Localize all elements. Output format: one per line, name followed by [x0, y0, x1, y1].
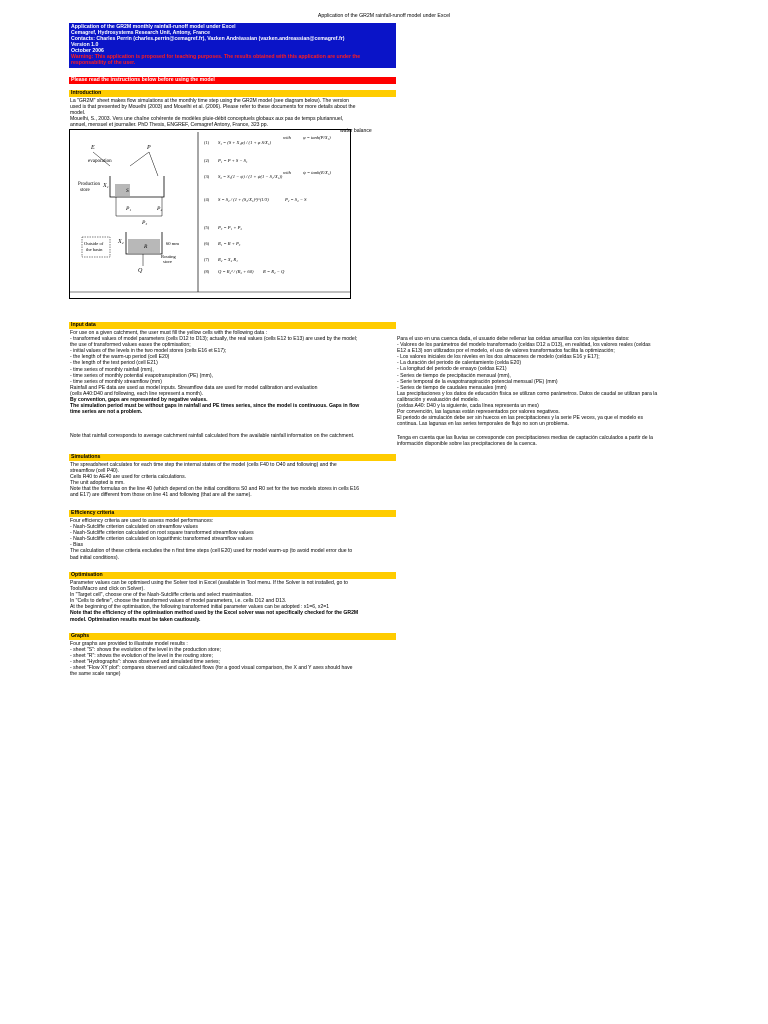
- eq-number: (5): [204, 225, 210, 230]
- text-line: - time series of monthly streamflow (mm): [70, 378, 162, 385]
- text-line: Mouelhi, S., 2003. Vers une chaîne cohérente de modèles pluie-débit conceptuels globaux aux pas de temps pluriannuel,: [70, 116, 344, 123]
- label-q: Q: [138, 268, 143, 274]
- section-header-optimisation: Optimisation: [69, 572, 396, 579]
- text-line: the same scale range): [70, 671, 121, 678]
- label-x2: X₂: [118, 239, 124, 245]
- text-line: The spreadsheet calculates for each time step the internal states of the model (cells F40 to O40 and following) and the: [70, 462, 337, 468]
- label-outside-basin: the basin: [86, 247, 103, 252]
- text-line: Note that the formulas on the line 40 (which depend on the initial conditions S0 and R0 set for the two models stores in cells E16: [70, 486, 360, 493]
- side-equation: ψ = tanh(E/X₁): [303, 170, 331, 175]
- section-header-introduction: Introduction: [69, 90, 396, 97]
- input-data-text: [70, 330, 397, 415]
- eq-number: (7): [204, 257, 210, 262]
- text-line: In "Cells to define", choose the transformed values of model parameters, i.e. cells D12 and D13.: [70, 598, 287, 605]
- efficiency-text: [70, 518, 397, 561]
- graphs-text: [70, 641, 397, 678]
- header-line: October 2006: [71, 48, 104, 54]
- label-outside-basin: Outside of: [84, 241, 104, 246]
- text-line: streamflow (cell P40).: [70, 468, 119, 475]
- label-s: S: [126, 188, 129, 194]
- label-production-store: store: [80, 188, 90, 193]
- text-line: Four efficiency criteria are used to assess model performances:: [70, 518, 214, 524]
- text-line: - sheet "Hydrographs": shows observed and simulated time series;: [70, 659, 220, 666]
- label-p: P: [147, 145, 151, 151]
- header-line: Cemagref, Hydrosystems Research Unit, Antony, France: [71, 30, 210, 36]
- label-p1: P₁: [126, 206, 132, 212]
- text-line: Note that rainfall corresponds to average catchment rainfall calculated from the available rainfall information on the catchment.: [70, 433, 355, 439]
- equation: R₂ = X₂ R₁: [218, 257, 238, 262]
- gr2m-diagram-svg: [70, 130, 352, 300]
- text-line: (cells A40:D40 and following, each line represent a month).: [70, 390, 204, 397]
- side-equation: R = R₂ − Q: [263, 269, 285, 274]
- text-line: calibración y evaluación del modelo.: [397, 396, 479, 403]
- side-equation: with: [283, 135, 291, 140]
- equation-numbers: [204, 140, 210, 274]
- warning-text: responsability of the user.: [71, 60, 136, 66]
- text-line: El periodo de simulación debe ser sin huecos en las precipitaciones y la serie PE veces, ya que el modelo es: [397, 415, 644, 422]
- side-equation: with: [283, 170, 291, 175]
- label-p3: P₃: [142, 220, 148, 226]
- introduction-text: [70, 98, 397, 128]
- text-line: At the beginning of the optimisation, the following transformed initial parameter values can be adopted : x1=6, x2=1: [70, 604, 330, 611]
- text-line: used is that presented by Mouelhi (2003) and Mouelhi et al. (2006). Please refer to these documents for more details about the: [70, 104, 356, 111]
- text-line: - Nash-Sutcliffe criterion calculated on root square transformed streamflow values: [70, 530, 254, 537]
- optimisation-text: [70, 580, 397, 623]
- text-line: - Series de tiempo de precipitación mensual (mm),: [397, 372, 511, 379]
- text-line: Rainfall and PE data are used as model inputs. Streamflow data are used for model calibration and evaluation: [70, 384, 318, 391]
- text-line: - Serie temporal de la evapotranspiración potencial mensual (PE) (mm): [397, 378, 558, 385]
- text-line: - Nash-Sutcliffe criterion calculated on streamflow values: [70, 524, 198, 531]
- text-line: model.: [70, 110, 86, 117]
- text-line: - time series of monthly potential evapotranspiration (PE) (mm),: [70, 372, 213, 379]
- section-header-simulations: Simulations: [69, 454, 396, 461]
- text-line: For use on a given catchment, the user must fill the yellow cells with the following data :: [70, 330, 268, 336]
- label-routing-store: store: [163, 259, 172, 264]
- text-line: - La duración del periodo de calentamiento (celda E20): [397, 360, 522, 367]
- eq-number: (1): [204, 140, 210, 145]
- text-line: - sheet "Flow XY plot": compares observed and calculated flows (for a good visual comparison, the X and Y axes should have: [70, 665, 353, 672]
- arrow-p: [130, 152, 149, 166]
- text-line: Las precipitaciones y los datos de educación física se utilizan como parámetros. Datos de caudal se utilizan para la: [397, 390, 658, 397]
- text-line: La "GR2M" sheet makes flow simulations at the monthly time step using the GR2M model (see diagram below). The version: [70, 98, 349, 104]
- text-line: and E17) are different from those on line 41 and following (that are all the same).: [70, 492, 252, 499]
- text-line-bold: The simulation period must be without gaps in rainfall and PE times series, since the model is continuous. Gaps in flow: [70, 403, 360, 410]
- equation: Q = R₂² / (R₂ + 60): [218, 269, 254, 274]
- text-line: annuel, mensuel et journalier. PhD Thesis, ENGREF, Cemagref Antony, France, 323 pp.: [70, 122, 269, 129]
- read-instructions-bar: Please read the instructions below before using the model: [69, 77, 396, 84]
- section-header-input-data: Input data: [69, 322, 396, 329]
- text-line: The calculation of these criteria excludes the n first time steps (cell E20) used for model warm-up (to avoid model error due to: [70, 548, 353, 555]
- header-line: Application of the GR2M monthly rainfall-runoff model under Excel: [71, 24, 236, 30]
- label-p2: P₂: [157, 206, 163, 212]
- text-line: Four graphs are provided to illustrate model results :: [70, 641, 188, 647]
- side-equations: [262, 135, 331, 274]
- equation: R₁ = R + P₃: [218, 241, 241, 246]
- side-equation: φ = tanh(P/X₁): [303, 135, 331, 140]
- text-line: Tools/Macro and click on Solver).: [70, 586, 145, 593]
- equation: P₁ = P + S − S₁: [218, 158, 248, 163]
- equation: S₁ = (S + X₁φ) / (1 + φ S/X₁): [218, 140, 271, 145]
- header-line: Version 1.0: [71, 42, 99, 48]
- label-60mm: 60 mm: [166, 241, 179, 246]
- eq-number: (8): [204, 269, 210, 274]
- text-line: bad initial conditions).: [70, 554, 119, 561]
- header-block: [69, 23, 396, 68]
- text-line: información disponible sobre las precipitaciones de la cuenca.: [397, 441, 537, 448]
- text-line-bold: By convention, gaps are represented by negative values.: [70, 397, 208, 404]
- text-line: - time series of monthly rainfall (mm),: [70, 366, 154, 373]
- input-data-note: [70, 433, 397, 439]
- spanish-text: [397, 336, 693, 427]
- text-line: - initial values of the levels in the two model stores (cells E16 et E17);: [70, 348, 227, 355]
- text-line-bold: model. Optimisation results must be taken cautiously.: [70, 616, 201, 623]
- text-line: In "Target cell", choose one of the Nash-Sutcliffe criteria and select maximisation.: [70, 592, 253, 599]
- text-line: - Nash-Sutcliffe criterion calculated on logarithmic transformed streamflow values: [70, 536, 253, 543]
- text-line: the use of transformed values eases the optimisation;: [70, 342, 191, 349]
- text-line: (celdas A40: D40 y la siguiente, cada línea representa un mes): [397, 403, 539, 410]
- eq-number: (4): [204, 197, 210, 202]
- label-r: R: [144, 244, 148, 250]
- eq-number: (6): [204, 241, 210, 246]
- text-line: The unit adopted is mm.: [70, 480, 125, 487]
- text-line: Para el uso en una cuenca dada, el usuario debe rellenar las celdas amarillas con los siguientes datos:: [397, 336, 630, 342]
- overflow-text: water balance: [340, 128, 372, 134]
- section-header-graphs: Graphs: [69, 633, 396, 640]
- text-line: - sheet "S": shows the evolution of the level in the production store;: [70, 647, 221, 654]
- text-line: - Series de tiempo de caudales mensuales (mm): [397, 384, 507, 391]
- text-line: - the length of the warm-up period (cell E20): [70, 354, 170, 361]
- text-line: - the length of the test period (cell E21): [70, 360, 158, 367]
- text-line: - Los valores iniciales de los niveles en los dos almacenes de modelo (celdas E16 y E17);: [397, 354, 600, 361]
- equation: S = S₂ / (1 + (S₂/X₁)³)^(1/3): [218, 197, 269, 202]
- text-line: - transformed values of model parameters (cells D12 to D13); actually, the real values (cells E12 to E13) are used by the model;: [70, 336, 358, 343]
- eq-number: (3): [204, 174, 210, 179]
- gr2m-diagram: [69, 129, 351, 299]
- text-line-bold: time series are not a problem.: [70, 409, 143, 416]
- text-line: - sheet "R": shows the evolution of the level in the routing store;: [70, 653, 213, 660]
- text-line: - La longitud del periodo de ensayo (celdas E21): [397, 366, 507, 373]
- text-line: Por convención, las lagunas están representados por valores negativos.: [397, 409, 560, 416]
- text-line: - Valores de los parámetros del modelo transformado (celdas D12 a D13), en realidad, los valores reales (celdas: [397, 342, 651, 349]
- text-line: Cells R40 to AE40 are used for criteria calculations.: [70, 474, 187, 481]
- equation: S₂ = S₁(1 − ψ) / (1 + ψ(1 − S₁/X₁)): [218, 174, 283, 179]
- text-line: continua. Las lagunas en las series temporales de flujo no son un problema.: [397, 421, 569, 428]
- equation: P₃ = P₁ + P₂: [218, 225, 243, 230]
- text-line-bold: Note that the efficiency of the optimisation method used by the Excel solver was not specifically checked for the GR2M: [70, 610, 359, 617]
- eq-number: (2): [204, 158, 210, 163]
- text-line: Tenga en cuenta que las lluvias se corresponde con precipitaciones medias de captación calculados a partir de la: [397, 435, 653, 441]
- warning-text: Warning: This application is proposed for teaching purposes. The results obtained with this application are under the: [71, 54, 361, 60]
- label-production-store: Production: [78, 182, 100, 187]
- section-header-efficiency: Efficiency criteria: [69, 510, 396, 517]
- label-x1: X₁: [103, 183, 109, 189]
- text-line: E12 a E13) son utilizados por el modelo, el uso de valores transformados facilita la optimización;: [397, 348, 615, 355]
- equations: [217, 140, 283, 274]
- page-title: Application of the GR2M rainfall-runoff model under Excel: [317, 13, 451, 19]
- spanish-note: [397, 435, 693, 447]
- label-e: E: [91, 145, 95, 151]
- label-evaporation: evaporation: [88, 159, 112, 164]
- simulations-text: [70, 462, 397, 499]
- side-equation: P₂ = S₂ − S: [285, 197, 307, 202]
- label-routing-store: Routing: [161, 254, 176, 259]
- header-line: Contacts: Charles Perrin (charles.perrin@cemagref.fr), Vazken Andréassian (vazken.andreassian@cemagref.fr): [71, 36, 345, 42]
- text-line: Parameter values can be optimised using the Solver tool in Excel (available in Tool menu. If the Solver is not installed, go to: [70, 580, 348, 586]
- arrow-p2: [149, 152, 158, 176]
- text-line: - Bias: [70, 542, 84, 549]
